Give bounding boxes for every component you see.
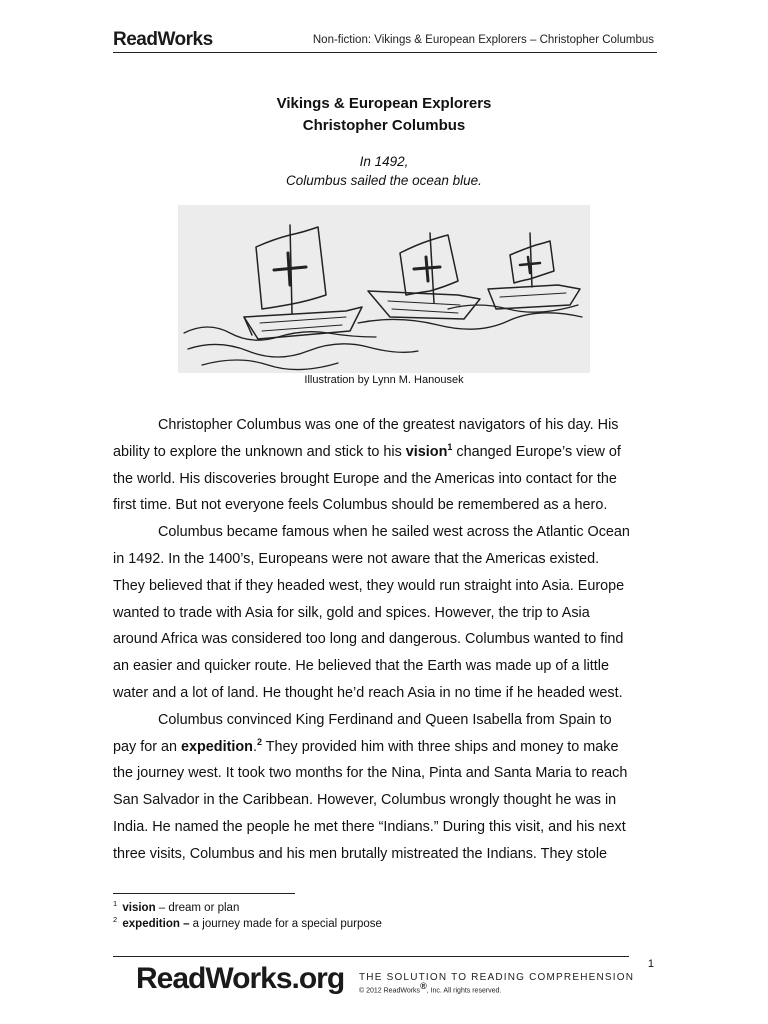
footer-divider bbox=[113, 956, 629, 957]
p2-line1: Columbus became famous when he sailed west across the Atlantic Ocean bbox=[158, 524, 630, 541]
footnote-1-term: vision bbox=[122, 902, 156, 914]
p2-line4: wanted to trade with Asia for silk, gold and spices. However, the trip to Asia bbox=[113, 604, 590, 621]
vocab-vision: vision bbox=[405, 443, 448, 460]
footnote-2 bbox=[113, 916, 382, 932]
footnote-ref-2: 2 bbox=[256, 736, 262, 747]
p1-line4: first time. But not everyone feels Columbus should be remembered as a hero. bbox=[113, 497, 608, 514]
footnotes bbox=[113, 900, 382, 932]
copyright-notice bbox=[359, 981, 502, 995]
footnote-1 bbox=[113, 900, 382, 916]
registered-mark: ® bbox=[420, 981, 427, 991]
ships-illustration bbox=[178, 205, 590, 373]
p1-line2 bbox=[113, 444, 621, 460]
p3-line6: three visits, Columbus and his men brutally mistreated the Indians. They stole bbox=[113, 845, 608, 862]
p3-line2-text-end: They provided him with three ships and money to make bbox=[261, 738, 619, 755]
p1-line2-text-end: changed Europe’s view of bbox=[452, 443, 621, 460]
epigraph-line2: Columbus sailed the ocean blue. bbox=[286, 173, 482, 188]
p3-line1: Columbus convinced King Ferdinand and Queen Isabella from Spain to bbox=[158, 711, 612, 728]
paragraph-3 bbox=[113, 707, 661, 868]
footnote-2-definition: a journey made for a special purpose bbox=[189, 918, 382, 930]
paragraph-2 bbox=[113, 519, 661, 707]
readworks-logo: ReadWorks bbox=[113, 29, 213, 50]
document-title-line2: Christopher Columbus bbox=[302, 117, 466, 134]
footer-logo: ReadWorks.org bbox=[136, 962, 345, 995]
p3-line2-text: pay for an bbox=[113, 738, 181, 755]
epigraph-line1: In 1492, bbox=[359, 154, 409, 169]
running-title: Non-fiction: Vikings & European Explorers – Christopher Columbus bbox=[312, 34, 654, 46]
p2-line7: water and a lot of land. He thought he’d reach Asia in no time if he headed west. bbox=[113, 684, 623, 701]
footnote-divider bbox=[113, 893, 295, 894]
p1-line2-text: ability to explore the unknown and stick to his bbox=[113, 443, 406, 460]
p2-line2: in 1492. In the 1400’s, Europeans were not aware that the Americas existed. bbox=[113, 550, 600, 567]
footnote-1-number: 1 bbox=[113, 899, 118, 909]
p2-line3: They believed that if they headed west, they would run straight into Asia. Europe bbox=[113, 577, 625, 594]
p3-line5: India. He named the people he met there “Indians.” During this visit, and his next bbox=[113, 818, 626, 835]
illustration-caption: Illustration by Lynn M. Hanousek bbox=[304, 374, 464, 386]
footnote-ref-1: 1 bbox=[447, 442, 453, 452]
page-header bbox=[113, 28, 657, 53]
footnote-1-definition: – dream or plan bbox=[155, 902, 240, 914]
page-number: 1 bbox=[647, 958, 654, 970]
three-ships-drawing-icon bbox=[178, 205, 590, 373]
p3-line2-period: . bbox=[252, 738, 257, 755]
p3-line3: the journey west. It took two months for the Nina, Pinta and Santa Maria to reach bbox=[113, 765, 628, 782]
footer-tagline: THE SOLUTION TO READING COMPREHENSION bbox=[359, 972, 635, 983]
p3-line2 bbox=[113, 736, 619, 755]
p1-line1: Christopher Columbus was one of the greatest navigators of his day. His bbox=[158, 417, 619, 433]
paragraph-1 bbox=[113, 412, 661, 519]
vocab-expedition: expedition bbox=[181, 738, 253, 755]
article-body bbox=[113, 412, 661, 868]
footnote-2-term: expedition – bbox=[122, 918, 190, 930]
footnote-2-number: 2 bbox=[113, 915, 118, 925]
copyright-text-end: , Inc. All rights reserved. bbox=[426, 987, 502, 995]
p1-line3: the world. His discoveries brought Europe and the Americas into contact for the bbox=[113, 470, 617, 487]
p2-line6: an easier and quicker route. He believed that the Earth was made up of a little bbox=[113, 658, 609, 675]
p2-line5: around Africa was considered too long and dangerous. Columbus wanted to find bbox=[113, 631, 624, 648]
document-title-line1: Vikings & European Explorers bbox=[276, 95, 492, 112]
copyright-text: © 2012 ReadWorks bbox=[359, 987, 421, 995]
p3-line4: San Salvador in the Caribbean. However, Columbus wrongly thought he was in bbox=[113, 792, 617, 809]
